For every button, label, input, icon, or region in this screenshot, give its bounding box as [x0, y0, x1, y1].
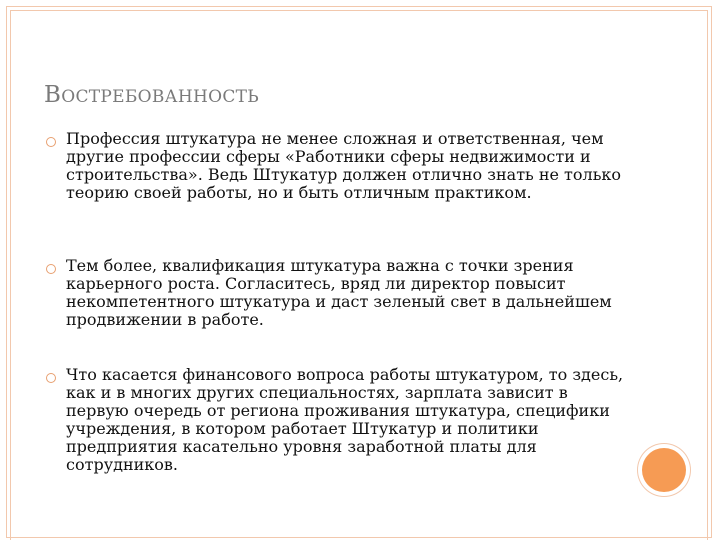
bullet-text: Тем более, квалификация штукатура важна с точки зрения карьерного роста. Согласитесь, вряд ли директор повысит некомпетентного штукатура и даст зеленый свет в дальнейшем продвижении в работе.: [66, 256, 612, 329]
bullet-text: Что касается финансового вопроса работы штукатуром, то здесь, как и в многих других специальностях, зарплата зависит в первую очередь от региона проживания штукатура, специфики учреждения, в котором работает Штукатур и политики предприятия касательно уровня заработной платы для сотрудников.: [66, 365, 624, 474]
slide-title: [44, 82, 259, 108]
ring-bullet-icon: [46, 137, 56, 147]
bullet-item: [46, 366, 631, 474]
slide-title-first-letter: В: [44, 82, 62, 108]
orange-circle-icon: [642, 448, 686, 492]
bullet-item: [46, 130, 631, 202]
bullet-item: [46, 257, 631, 329]
ring-bullet-icon: [46, 264, 56, 274]
slide-title-rest: ОСТРЕБОВАННОСТЬ: [61, 87, 260, 107]
bullet-text: Профессия штукатура не менее сложная и ответственная, чем другие профессии сферы «Работники сферы недвижимости и строительства». Ведь Штукатур должен отлично знать не только теорию своей работы, но и быть отличным практиком.: [66, 129, 622, 202]
ring-bullet-icon: [46, 373, 56, 383]
